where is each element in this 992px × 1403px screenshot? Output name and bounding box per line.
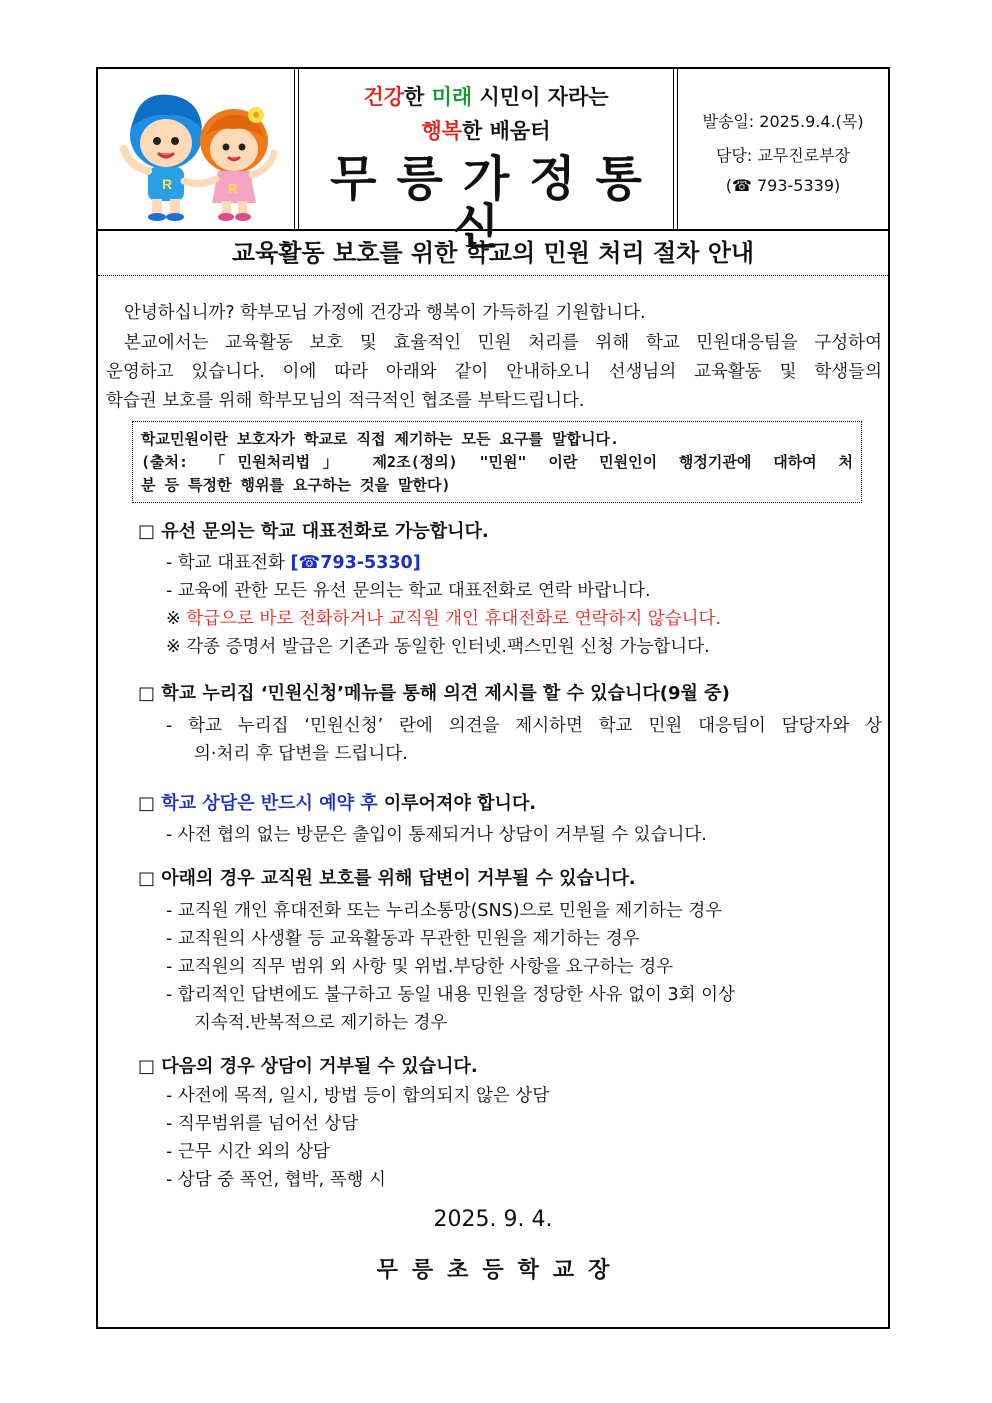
section4-item-4-cont: 지속적.반복적으로 제기하는 경우 <box>194 1013 448 1033</box>
section4-item-2: - 교직원의 사생활 등 교육활동과 무관한 민원을 제기하는 경우 <box>166 929 640 949</box>
footer-date: 2025. 9. 4. <box>433 1207 553 1232</box>
section1-item-1-text: - 학교 대표전화 <box>166 553 291 573</box>
definition-line-1: 학교민원이란 보호자가 학교로 직접 제기하는 모든 요구를 말합니다. <box>141 430 619 448</box>
section5-item-3: - 근무 시간 외의 상담 <box>166 1142 330 1162</box>
school-phone: [☎793-5330] <box>290 553 421 573</box>
greeting: 안녕하십니까? 학부모님 가정에 건강과 행복이 가득하길 기원합니다. <box>124 303 646 323</box>
section1-item-1 <box>166 549 421 574</box>
intro-line-2: 운영하고 있습니다. 이에 따라 아래와 같이 안내하오니 선생님의 교육활동 및 학생들의 <box>106 362 882 382</box>
issue-info <box>678 69 888 229</box>
notice-title: 교육활동 보호를 위한 학교의 민원 처리 절차 안내 <box>98 231 888 276</box>
section2-item-1: - 학교 누리집 ‘민원신청’ 란에 의견을 제시하면 학교 민원 대응팀이 담당자와 상 <box>166 716 882 736</box>
section1-item-3-text: 학급으로 바로 전화하거나 교직원 개인 휴대전화로 연락하지 않습니다. <box>186 609 721 629</box>
definition-line-2: (출처: 「민원처리법」 제2조(정의) "민원" 이란 민원인이 행정기관에 대하여 처 <box>141 453 853 471</box>
section3-heading-emphasis: 학교 상담은 반드시 예약 후 <box>161 793 378 814</box>
issue-date: 발송일: 2025.9.4.(목) <box>702 112 864 131</box>
section1-heading: □ 유선 문의는 학교 대표전화로 가능합니다. <box>138 521 489 542</box>
note-mark: ※ <box>166 609 187 629</box>
section2-heading: □ 학교 누리집 ‘민원신청’메뉴를 통해 의견 제시를 할 수 있습니다(9월 중) <box>138 683 730 704</box>
slogan-line-2: 행복한 배움터 <box>421 119 551 143</box>
slogan-line-1: 건강한 미래 시민이 자라는 <box>363 85 609 109</box>
section5-heading: □ 다음의 경우 상담이 거부될 수 있습니다. <box>138 1056 478 1077</box>
section4-item-3: - 교직원의 직무 범위 외 사항 및 위법.부당한 사항을 요구하는 경우 <box>166 957 674 977</box>
section5-item-2: - 직무범위를 넘어선 상담 <box>166 1114 359 1134</box>
contact-phone: (☎ 793-5339) <box>725 176 841 195</box>
section4-item-1: - 교직원 개인 휴대전화 또는 누리소통망(SNS)으로 민원을 제기하는 경우 <box>166 901 723 921</box>
section1-item-2: - 교육에 관한 모든 유선 문의는 학교 대표전화로 연락 바랍니다. <box>166 581 651 601</box>
mascot-area <box>98 69 295 229</box>
definition-line-3: 분 등 특정한 행위를 요구하는 것을 말한다) <box>141 476 451 494</box>
kids-mascot-icon <box>98 69 294 229</box>
section2-item-1-cont: 의·처리 후 답변을 드립니다. <box>194 744 408 764</box>
section5-item-1: - 사전에 목적, 일시, 방법 등이 합의되지 않은 상담 <box>166 1086 550 1106</box>
newsletter-title: 무릉가정통신 <box>330 151 662 255</box>
section3-heading-rest: 이루어져야 합니다. <box>377 793 537 814</box>
footer-signature: 무릉초등학교장 <box>376 1258 624 1283</box>
section1-item-3 <box>166 605 721 630</box>
section5-item-4: - 상담 중 폭언, 협박, 폭행 시 <box>166 1170 386 1190</box>
newsletter-frame <box>96 67 890 1329</box>
slogan-area <box>294 69 678 255</box>
section3-heading <box>138 789 536 815</box>
section4-item-4: - 합리적인 답변에도 불구하고 동일 내용 민원을 정당한 사유 없이 3회 이상 <box>166 985 735 1005</box>
contact-person: 담당: 교무진로부장 <box>715 146 851 165</box>
checkbox-mark: □ <box>138 793 162 814</box>
section1-item-4: ※ 각종 증명서 발급은 기존과 동일한 인터넷.팩스민원 신청 가능합니다. <box>166 637 710 657</box>
svg-text:R: R <box>228 181 238 196</box>
intro-line-1: 본교에서는 교육활동 보호 및 효율적인 민원 처리를 위해 학교 민원대응팀을 구성하여 <box>124 333 882 353</box>
definition-box <box>132 421 862 503</box>
intro-line-3: 학습권 보호를 위해 학부모님의 적극적인 협조를 부탁드립니다. <box>106 391 585 411</box>
section4-heading: □ 아래의 경우 교직원 보호를 위해 답변이 거부될 수 있습니다. <box>138 868 636 889</box>
section3-item-1: - 사전 협의 없는 방문은 출입이 통제되거나 상담이 거부될 수 있습니다. <box>166 825 707 845</box>
svg-text:R: R <box>162 176 173 192</box>
